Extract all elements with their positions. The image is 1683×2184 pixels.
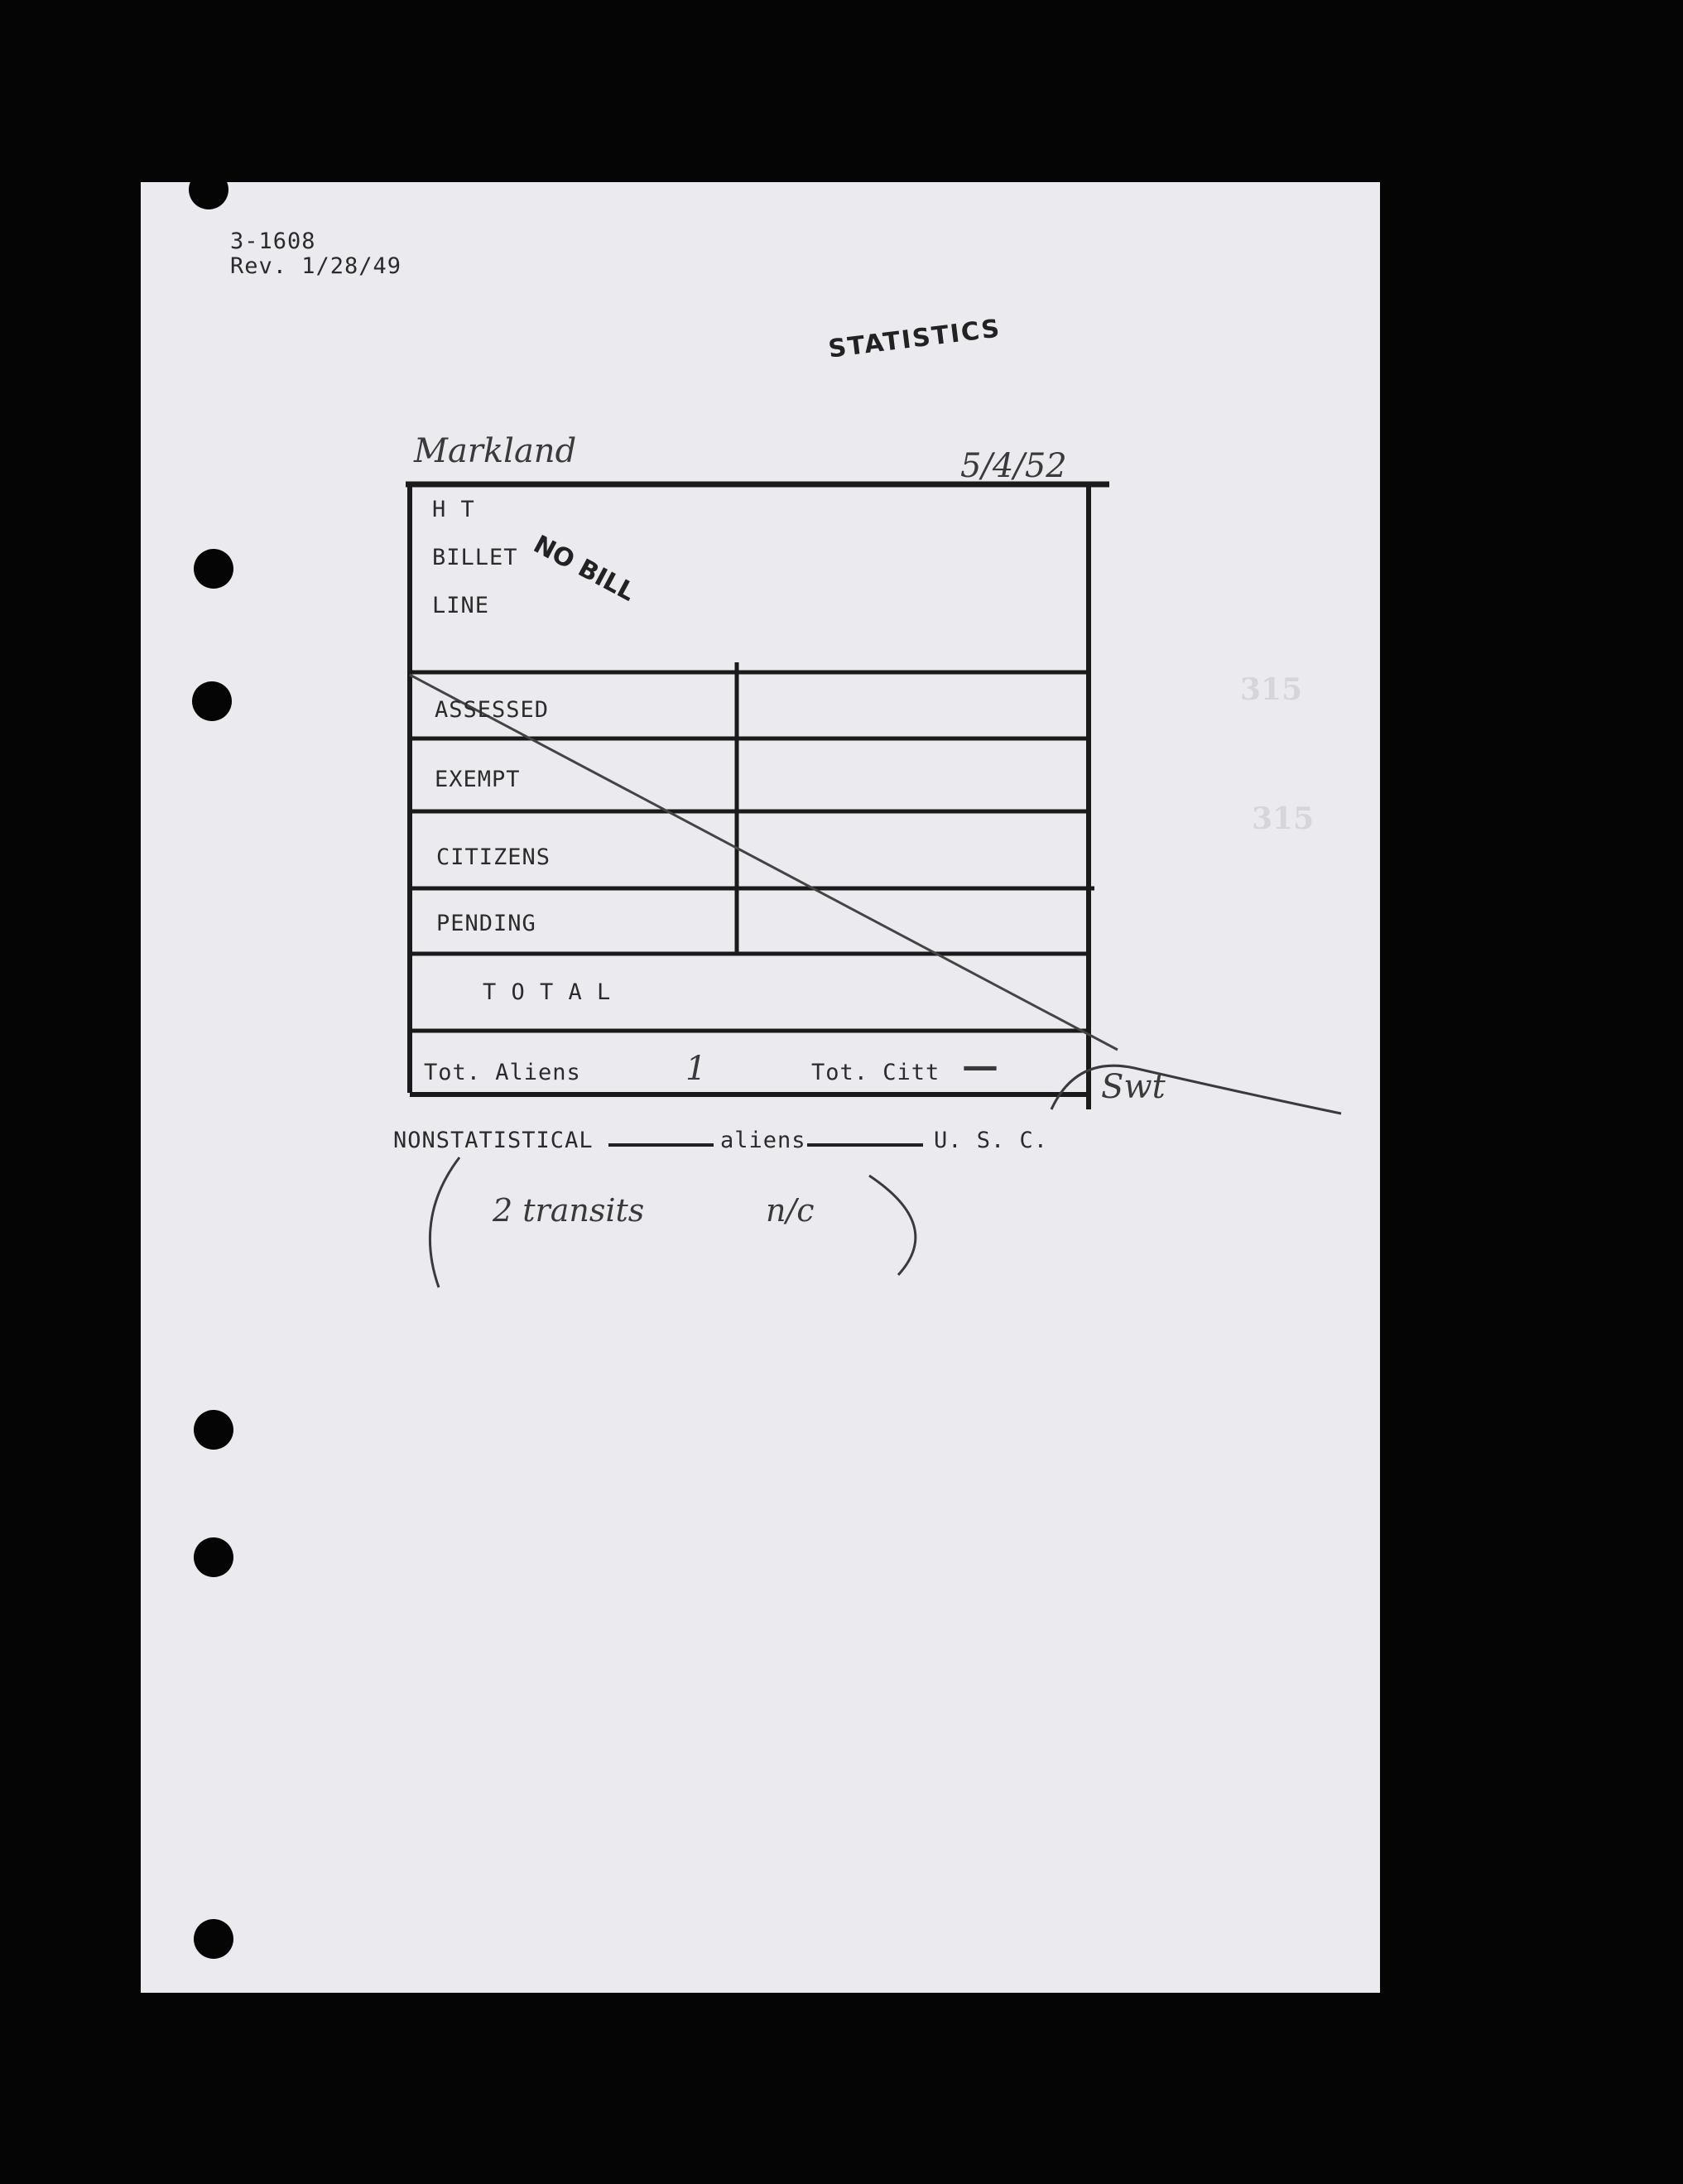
margin-number-2: 315: [1252, 801, 1315, 836]
total-cit-value: —: [962, 1045, 998, 1087]
nonstatistical-usc-label: U. S. C.: [934, 1128, 1049, 1153]
total-aliens-value: 1: [685, 1050, 707, 1088]
date-handwriting: 5/4/52: [960, 447, 1067, 485]
nonstatistical-aliens-label: aliens: [720, 1128, 806, 1153]
statistics-stamp: STATISTICS: [826, 314, 1003, 364]
form-number: 3-1608: [230, 229, 316, 254]
ship-name-handwriting: Markland: [414, 432, 577, 470]
citizens-label: CITIZENS: [436, 844, 551, 870]
pending-label: PENDING: [436, 911, 536, 936]
assessed-label: ASSESSED: [435, 697, 550, 723]
exempt-label: EXEMPT: [435, 767, 521, 792]
nonstatistical-label: NONSTATISTICAL: [393, 1128, 594, 1153]
initials-handwriting: Swt: [1101, 1068, 1166, 1106]
nc-handwriting: n/c: [766, 1192, 815, 1229]
total-aliens-label: Tot. Aliens: [424, 1060, 581, 1085]
line-label: LINE: [432, 593, 490, 618]
no-bill-stamp: NO BILL: [528, 530, 640, 608]
margin-number-1: 315: [1240, 672, 1303, 707]
total-label: T O T A L: [483, 979, 612, 1005]
billet-label: BILLET: [432, 545, 518, 570]
ht-label: H T: [432, 497, 475, 522]
total-cit-label: Tot. Citt: [811, 1060, 940, 1085]
transits-handwriting: 2 transits: [493, 1192, 645, 1229]
form-revision: Rev. 1/28/49: [230, 253, 402, 279]
